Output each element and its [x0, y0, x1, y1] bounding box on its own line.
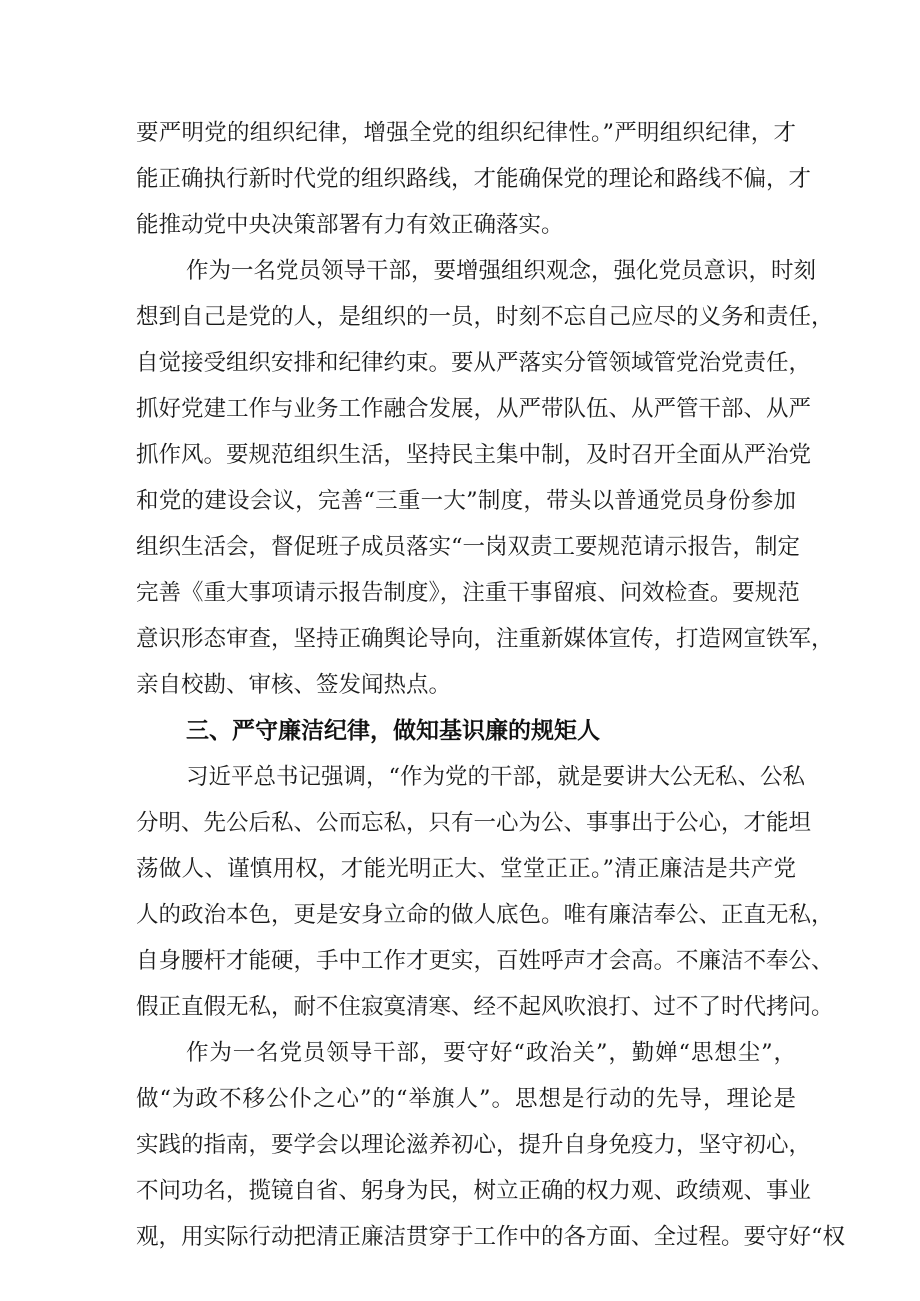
text-line: 要严明党的组织纪律，增强全党的组织纪律性。”严明组织纪律，才 — [136, 120, 796, 146]
text-line: 能推动党中央决策部署有力有效正确落实。 — [136, 212, 564, 238]
text-line: 和党的建设会议，完善“三重一大”制度，带头以普通党员身份参加 — [136, 488, 796, 514]
text-line: 抓好党建工作与业务工作融合发展，从严带队伍、从严管干部、从严 — [136, 396, 812, 422]
text-line: 作为一名党员领导干部，要守好“政治关”，勤婵“思想尘”， — [186, 1040, 796, 1066]
text-line: 不问功名，揽镜自省、躬身为民，树立正确的权力观、政绩观、事业 — [136, 1178, 812, 1204]
text-line: 假正直假无私，耐不住寂寞清寒、经不起风吹浪打、过不了时代拷问。 — [136, 994, 834, 1020]
text-line: 自觉接受组织安排和纪律约束。要从严落实分管领域管党治党责任， — [136, 350, 812, 376]
text-line: 习近平总书记强调，“作为党的干部，就是要讲大公无私、公私 — [186, 764, 806, 790]
text-line: 作为一名党员领导干部，要增强组织观念，强化党员意识，时刻 — [186, 258, 817, 284]
section-heading: 三、严守廉洁纪律，做知基识廉的规矩人 — [186, 718, 600, 744]
text-line: 自身腰杆才能硬，手中工作才更实，百姓呼声才会高。不廉洁不奉公、 — [136, 948, 834, 974]
text-line: 荡做人、谨慎用权，才能光明正大、堂堂正正。”清正廉洁是共产党 — [136, 856, 796, 882]
text-line: 完善《重大事项请示报告制度》，注重干事留痕、问效检查。要规范 — [136, 580, 800, 606]
text-line: 实践的指南，要学会以理论滋养初心，提升自身免疫力，坚守初心， — [136, 1132, 812, 1158]
text-line: 亲自校勘、审核、签发闻热点。 — [136, 672, 452, 698]
text-line: 抓作风。要规范组织生活，坚持民主集中制，及时召开全面从严治党 — [136, 442, 812, 468]
text-line: 分明、先公后私、公而忘私，只有一心为公、事事出于公心，才能坦 — [136, 810, 812, 836]
text-line: 想到自己是党的人，是组织的一员，时刻不忘自己应尽的义务和责任， — [136, 304, 834, 330]
text-line: 组织生活会，督促班子成员落实“一岗双责工要规范请示报告，制定 — [136, 534, 801, 560]
text-line: 做“为政不移公仆之心”的“举旗人”。思想是行动的先导，理论是 — [136, 1086, 796, 1112]
text-line: 观，用实际行动把清正廉洁贯穿于工作中的各方面、全过程。要守好“权 — [136, 1224, 846, 1250]
text-line: 能正确执行新时代党的组织路线，才能确保党的理论和路线不偏，才 — [136, 166, 812, 192]
text-line: 人的政治本色，更是安身立命的做人底色。唯有廉洁奉公、正直无私， — [136, 902, 834, 928]
text-line: 意识形态审查，坚持正确舆论导向，注重新媒体宣传，打造网宣铁军， — [136, 626, 834, 652]
